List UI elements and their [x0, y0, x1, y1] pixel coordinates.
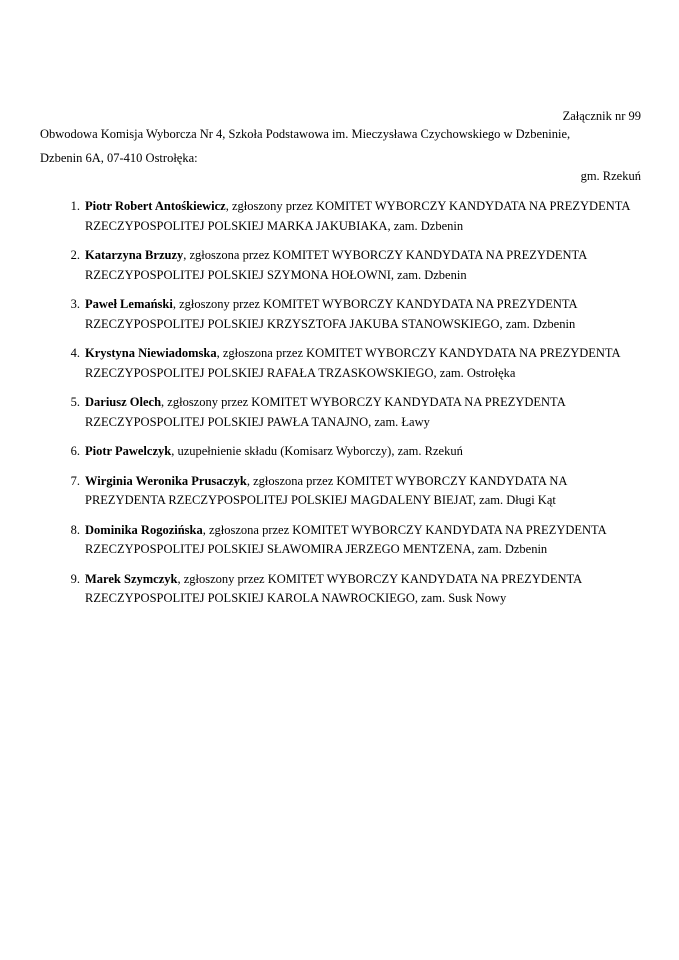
member-description: , zgłoszona przez KOMITET WYBORCZY KANDYDATA NA PREZYDENTA RZECZYPOSPOLITEJ POLSKIEJ MAGDALENY BIEJAT, zam. Długi Kąt: [85, 473, 567, 507]
list-item: [40, 570, 645, 609]
member-description: , zgłoszona przez KOMITET WYBORCZY KANDYDATA NA PREZYDENTA RZECZYPOSPOLITEJ POLSKIEJ RAFAŁA TRZASKOWSKIEGO, zam. Ostrołęka: [85, 346, 620, 380]
list-item: [40, 442, 645, 462]
member-name: Wirginia Weronika Prusaczyk: [85, 473, 247, 488]
member-name: Marek Szymczyk: [85, 571, 178, 586]
intro-line-1: Obwodowa Komisja Wyborcza Nr 4, Szkoła Podstawowa im. Mieczysława Czychowskiego w Dzbeninie,: [40, 127, 571, 141]
member-number: 7.: [70, 473, 80, 488]
member-name: Katarzyna Brzuzy: [85, 248, 184, 262]
member-number: 2.: [70, 248, 80, 262]
member-description: , zgłoszony przez KOMITET WYBORCZY KANDYDATA NA PREZYDENTA RZECZYPOSPOLITEJ POLSKIEJ PAWŁA TANAJNO, zam. Ławy: [85, 395, 566, 429]
list-item: [40, 472, 645, 511]
member-text: [85, 442, 645, 462]
member-text: [85, 197, 645, 236]
member-name: Dominika Rogozińska: [85, 522, 203, 537]
member-name: Piotr Pawelczyk: [85, 444, 172, 458]
member-name: Krystyna Niewiadomska: [85, 346, 217, 360]
list-item: [40, 295, 645, 334]
member-description: , zgłoszona przez KOMITET WYBORCZY KANDYDATA NA PREZYDENTA RZECZYPOSPOLITEJ POLSKIEJ SZYMONA HOŁOWNI, zam. Dzbenin: [85, 248, 587, 282]
member-number: 4.: [70, 346, 80, 360]
commission-members-list: [40, 197, 645, 619]
member-text: [85, 344, 645, 383]
member-description: , zgłoszony przez KOMITET WYBORCZY KANDYDATA NA PREZYDENTA RZECZYPOSPOLITEJ POLSKIEJ KRZYSZTOFA JAKUBA STANOWSKIEGO, zam. Dzbenin: [85, 297, 577, 331]
member-description: , zgłoszony przez KOMITET WYBORCZY KANDYDATA NA PREZYDENTA RZECZYPOSPOLITEJ POLSKIEJ MARKA JAKUBIAKA, zam. Dzbenin: [85, 199, 630, 233]
member-number: 6.: [70, 444, 80, 458]
member-number: 5.: [70, 395, 80, 409]
attachment-number: Załącznik nr 99: [562, 109, 641, 123]
member-number: 1.: [70, 199, 80, 213]
member-text: [85, 295, 645, 334]
commission-intro-paragraph: [40, 122, 640, 170]
member-text: [85, 246, 645, 285]
list-item: [40, 393, 645, 432]
member-text: [85, 521, 645, 560]
list-item: [40, 197, 645, 236]
list-item: [40, 521, 645, 560]
member-text: [85, 393, 645, 432]
member-description: , zgłoszona przez KOMITET WYBORCZY KANDYDATA NA PREZYDENTA RZECZYPOSPOLITEJ POLSKIEJ SŁAWOMIRA JERZEGO MENTZENA, zam. Dzbenin: [85, 522, 607, 556]
list-item: [40, 246, 645, 285]
intro-line-2: Dzbenin 6A, 07-410 Ostrołęka:: [40, 151, 198, 165]
member-name: Dariusz Olech: [85, 395, 162, 409]
member-number: 9.: [70, 571, 80, 586]
list-item: [40, 344, 645, 383]
municipality-name: gm. Rzekuń: [580, 169, 641, 183]
member-number: 3.: [70, 297, 80, 311]
member-name: Piotr Robert Antośkiewicz: [85, 199, 226, 213]
member-description: , uzupełnienie składu (Komisarz Wyborczy), zam. Rzekuń: [171, 444, 463, 458]
member-text: [85, 472, 645, 511]
member-text: [85, 570, 645, 609]
member-description: , zgłoszony przez KOMITET WYBORCZY KANDYDATA NA PREZYDENTA RZECZYPOSPOLITEJ POLSKIEJ KAROLA NAWROCKIEGO, zam. Susk Nowy: [85, 571, 582, 605]
member-number: 8.: [70, 522, 80, 537]
member-name: Paweł Lemański: [85, 297, 173, 311]
